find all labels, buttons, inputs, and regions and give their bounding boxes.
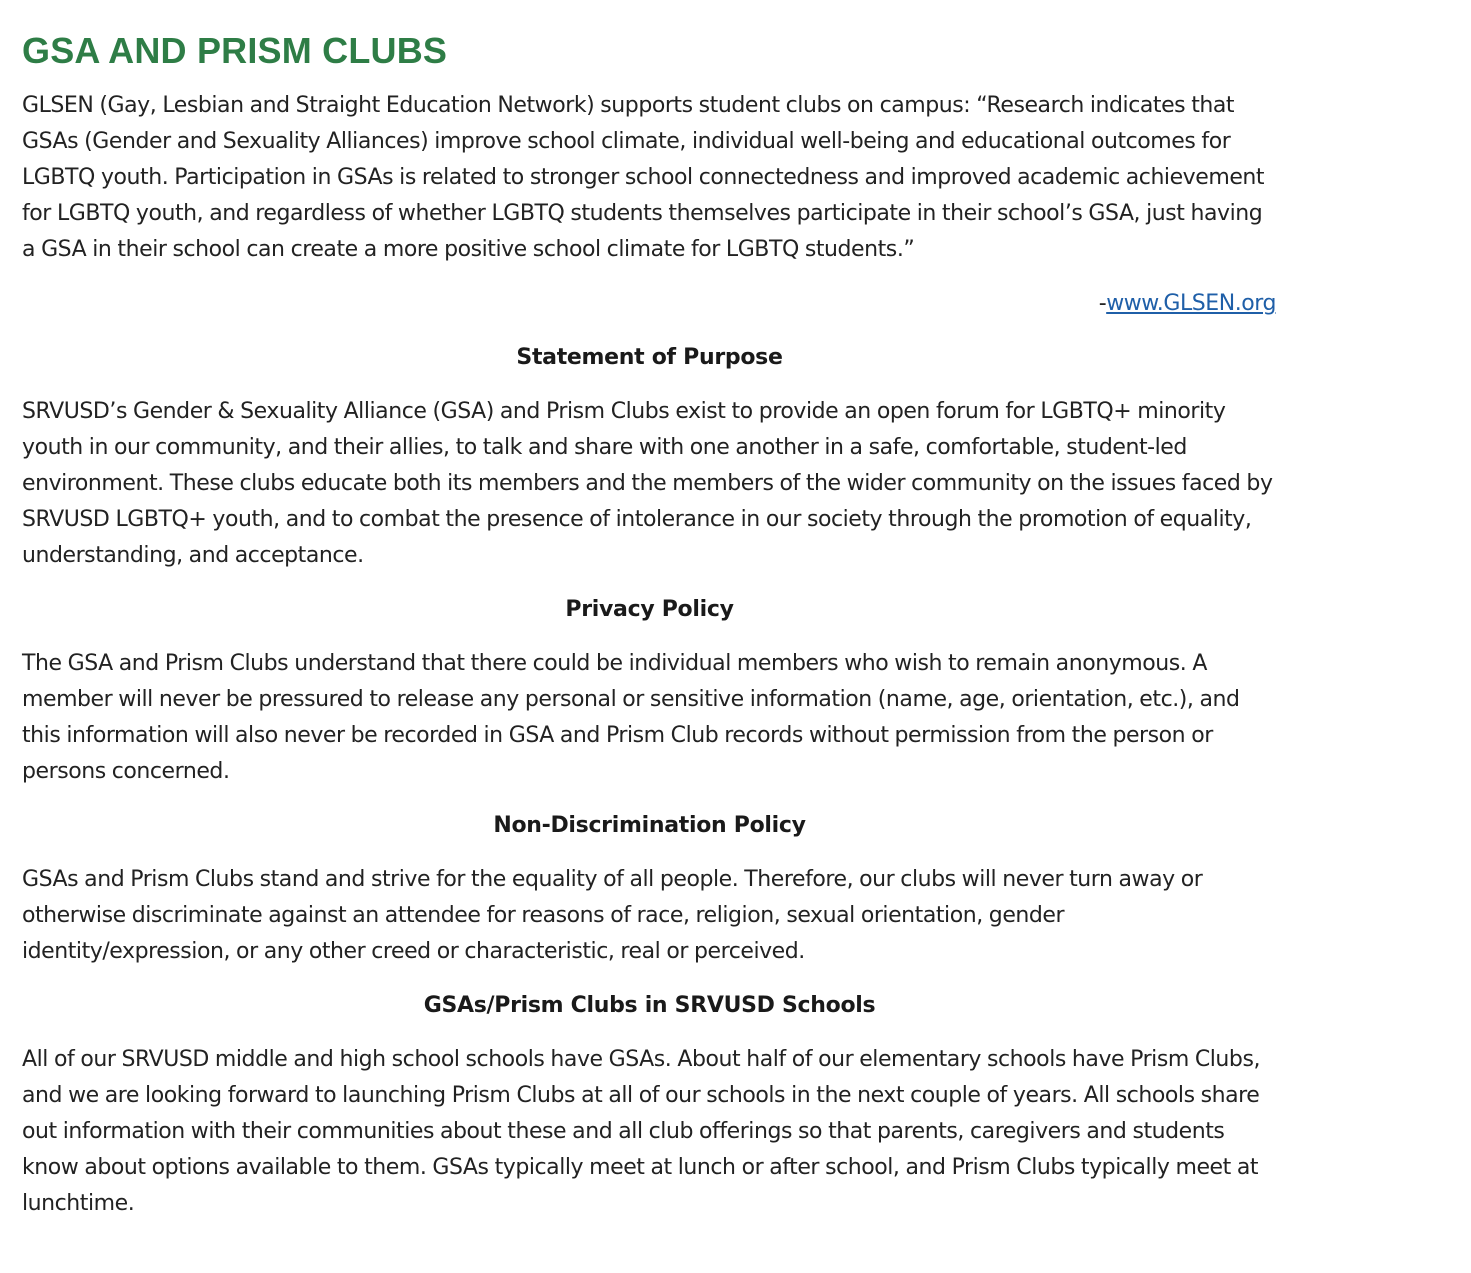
attribution-prefix: -	[1098, 291, 1107, 316]
section-heading-privacy-policy: Privacy Policy	[565, 597, 734, 622]
section-body-statement-of-purpose: SRVUSD’s Gender & Sexuality Alliance (GSA) and Prism Clubs exist to provide an open forum for LGBTQ+ minority youth in our community, and their allies, to talk and share with one another in a safe, comfortable, student-led environment. These clubs educate both its members and the members of the wider community on the issues faced by SRVUSD LGBTQ+ youth, and to combat the presence of intolerance in our society through the promotion of equality, understanding, and acceptance.	[22, 399, 1273, 568]
section-heading-srvusd-schools: GSAs/Prism Clubs in SRVUSD Schools	[423, 993, 876, 1018]
article-content	[22, 28, 1277, 1222]
glsen-link[interactable]: www.GLSEN.org	[1106, 291, 1276, 316]
section-body-srvusd-schools: All of our SRVUSD middle and high school schools have GSAs. About half of our elementary schools have Prism Clubs, and we are looking forward to launching Prism Clubs at all of our schools in the next couple of years. All schools share out information with their communities about these and all club offerings so that parents, caregivers and students know about options available to them. GSAs typically meet at lunch or after school, and Prism Clubs typically meet at lunchtime.	[22, 1047, 1260, 1216]
page-title: GSA AND PRISM CLUBS	[22, 30, 448, 71]
section-heading-statement-of-purpose: Statement of Purpose	[516, 345, 783, 370]
section-body-privacy-policy: The GSA and Prism Clubs understand that there could be individual members who wish to remain anonymous. A member will never be pressured to release any personal or sensitive information (name, age, orientation, etc.), and this information will also never be recorded in GSA and Prism Club records without permission from the person or persons concerned.	[22, 651, 1240, 784]
attribution	[22, 286, 1277, 322]
intro-paragraph: GLSEN (Gay, Lesbian and Straight Education Network) supports student clubs on campus: “Research indicates that GSAs (Gender and Sexuality Alliances) improve school climate, individual well-being and educational outcomes for LGBTQ youth. Participation in GSAs is related to stronger school connectedness and improved academic achievement for LGBTQ youth, and regardless of whether LGBTQ students themselves participate in their school’s GSA, just having a GSA in their school can create a more positive school climate for LGBTQ students.”	[22, 93, 1265, 262]
section-body-non-discrimination-policy: GSAs and Prism Clubs stand and strive for the equality of all people. Therefore, our clubs will never turn away or otherwise discriminate against an attendee for reasons of race, religion, sexual orientation, gender identity/expression, or any other creed or characteristic, real or perceived.	[22, 867, 1203, 964]
section-heading-non-discrimination-policy: Non-Discrimination Policy	[493, 813, 806, 838]
